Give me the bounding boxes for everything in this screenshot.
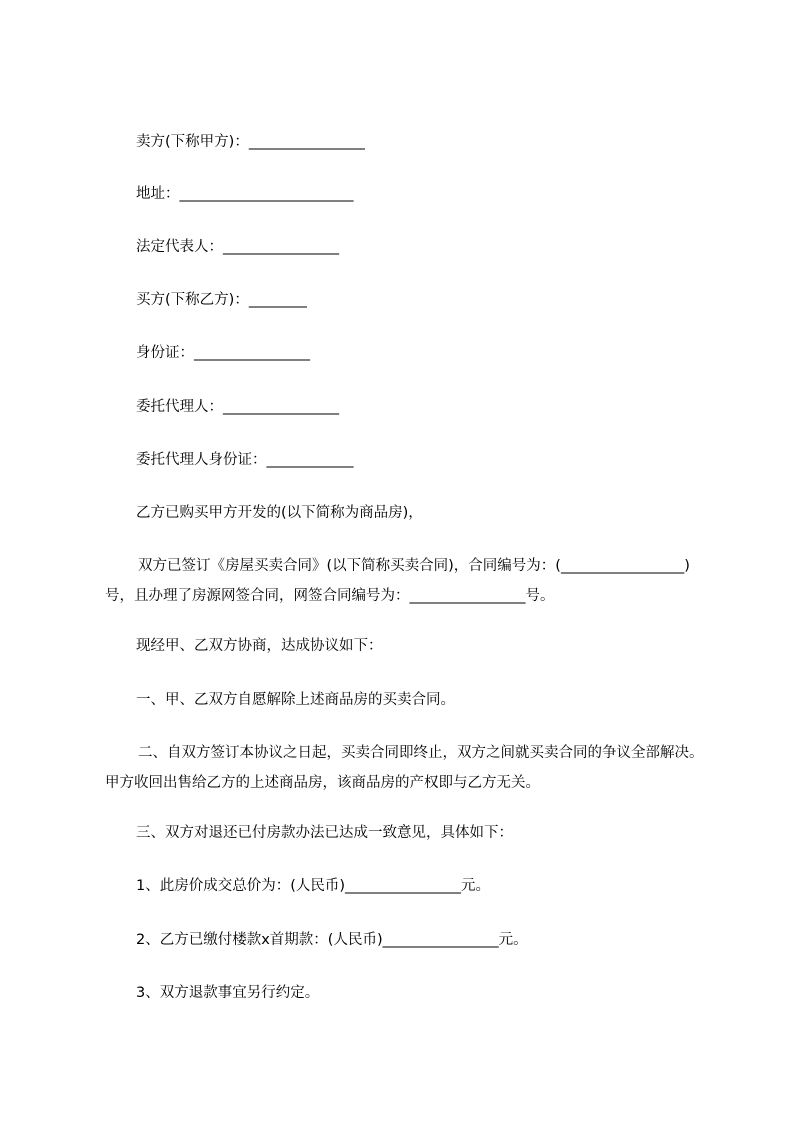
item-two-paid-amount: 2、乙方已缴付楼款x首期款：(人民币)________________元。	[136, 932, 528, 948]
clause-one: 一、甲、乙双方自愿解除上述商品房的买卖合同。	[136, 692, 455, 708]
seller-line: 卖方(下称甲方)：________________	[136, 134, 365, 150]
id-card-line: 身份证：________________	[136, 345, 310, 361]
agent-id-line: 委托代理人身份证：____________	[136, 452, 354, 468]
item-three-refund: 3、双方退款事宜另行约定。	[136, 985, 320, 1001]
item-one-total-price: 1、此房价成交总价为：(人民币)________________元。	[136, 878, 491, 894]
agent-line: 委托代理人：________________	[136, 399, 339, 415]
clause-two: 二、自双方签订本协议之日起，买卖合同即终止，双方之间就买卖合同的争议全部解决。甲方收回出售给乙方的上述商品房，该商品房的产权即与乙方无关。	[105, 745, 704, 791]
legal-representative-line: 法定代表人：________________	[136, 239, 339, 255]
contract-signed-paragraph: 双方已签订《房屋买卖合同》(以下简称买卖合同)，合同编号为：(_________________)号，且办理了房源网签合同，网签合同编号为：________________号。	[105, 558, 690, 604]
address-line: 地址：________________________	[136, 186, 354, 202]
purchase-paragraph: 乙方已购买甲方开发的(以下简称为商品房)，	[136, 505, 423, 521]
buyer-line: 买方(下称乙方)：________	[136, 292, 307, 308]
agreement-intro-paragraph: 现经甲、乙双方协商，达成协议如下：	[136, 638, 383, 654]
clause-three: 三、双方对退还已付房款办法已达成一致意见，具体如下：	[136, 825, 513, 841]
